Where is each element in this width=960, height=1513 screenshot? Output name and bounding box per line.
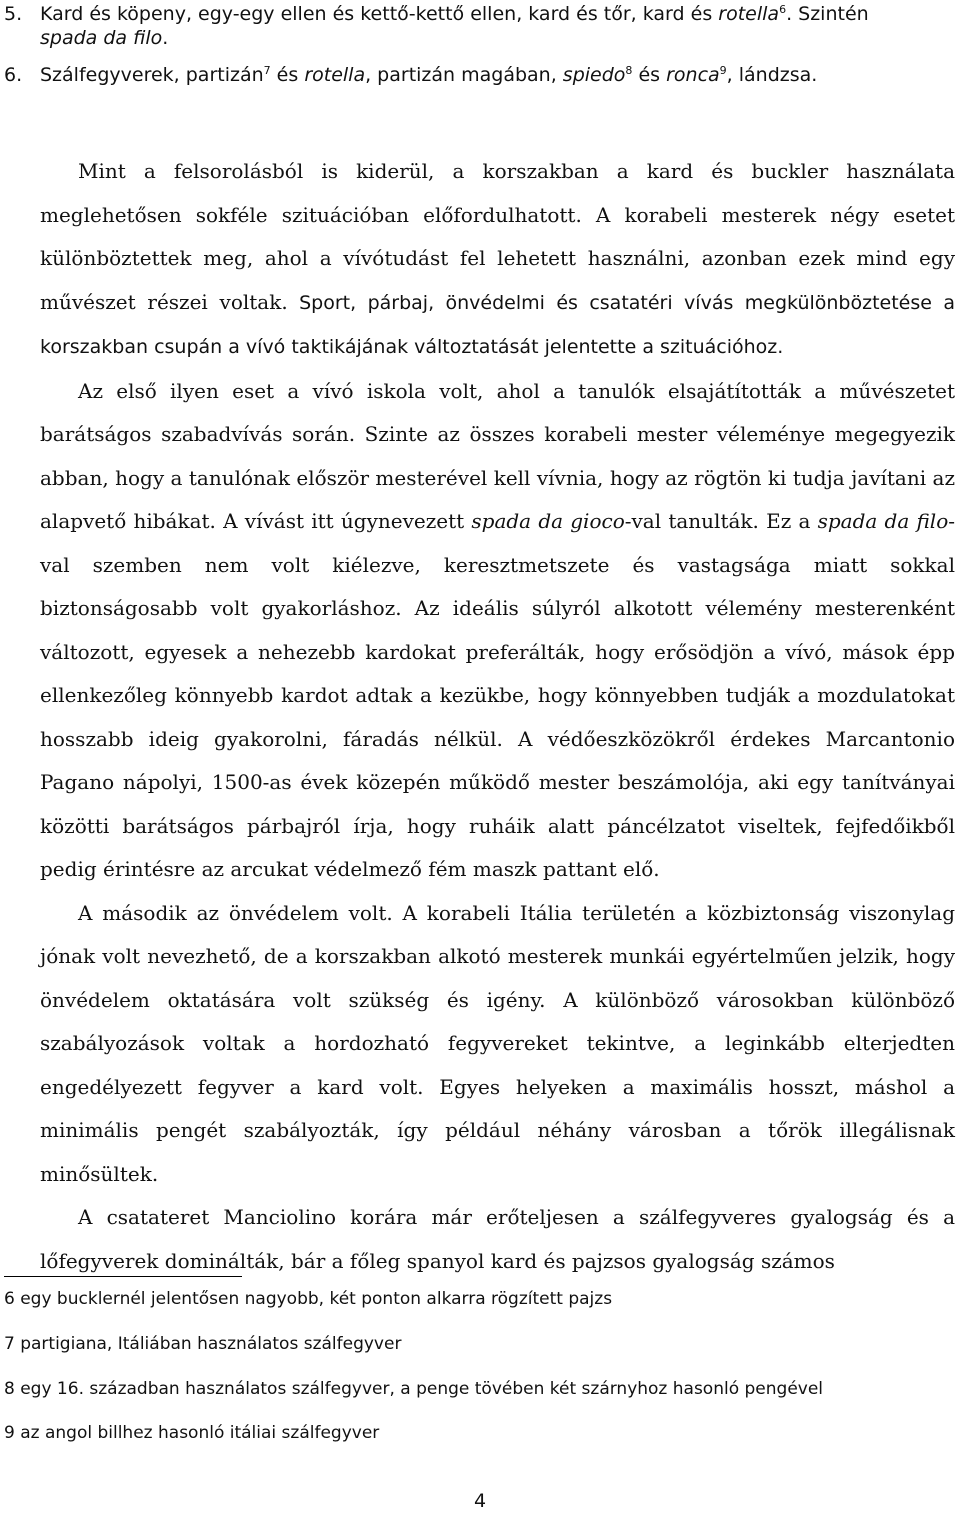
paragraph-text: -val tanulták. Ez a	[624, 509, 818, 533]
paragraph-battlefield: A csatateret Manciolino korára már erőteljesen a szálfegyveres gyalogság és a lőfegyverek dominálták, bár a főleg spanyol kard és pajzsos gyalogság számos	[40, 1205, 955, 1273]
list-text: Kard és köpeny, egy-egy ellen és kettő-kettő ellen, kard és tőr, kard és	[40, 3, 719, 25]
list-item	[4, 63, 954, 87]
list-text: és	[632, 64, 667, 86]
italic-term: spiedo	[562, 64, 626, 86]
footnote: 8 egy 16. században használatos szálfegyver, a penge tövében két szárnyhoz hasonló pengével	[4, 1379, 824, 1399]
list-number: 5.	[4, 3, 23, 25]
list-text: . Szintén	[786, 3, 869, 25]
italic-term: rotella	[718, 3, 780, 25]
paragraph-text: Mint a felsorolásból is kiderül, a korszakban a kard és buckler használata meglehetősen sokféle szituációban előfordulhatott. A korabeli mesterek négy esetet különböztettek meg, ahol a vívótudást fel lehetett használni, azonban ezek mind egy művészet részei voltak.	[40, 159, 955, 314]
italic-term: spada da gioco	[471, 509, 625, 533]
footnote: 6 egy bucklernél jelentősen nagyobb, két ponton alkarra rögzített pajzs	[4, 1289, 613, 1309]
page-number: 4	[473, 1490, 487, 1512]
footnote: 7 partigiana, Itáliában használatos szálfegyver	[4, 1334, 402, 1354]
body-text	[40, 150, 955, 1283]
footnote: 9 az angol billhez hasonló itáliai szálfegyver	[4, 1423, 380, 1443]
paragraph-intro	[40, 150, 955, 370]
weapon-list	[4, 2, 954, 87]
list-text: és	[270, 64, 305, 86]
italic-term: spada da filo	[40, 27, 163, 49]
footnote-separator	[4, 1276, 242, 1277]
footnote-ref[interactable]: 9	[719, 64, 727, 77]
paragraph-text: Sport, párbaj, önvédelmi és csatatéri vívás megkülönböztetése a korszakban csupán a vívó taktikájának változtatását jelentette a szituációhoz.	[40, 291, 955, 358]
list-item	[4, 2, 954, 50]
paragraph-self-defense: A második az önvédelem volt. A korabeli Itália területén a közbiztonság viszonylag jónak volt nevezhető, de a korszakban alkotó mesterek munkái egyértelműen jelzik, hogy önvédelem oktatására volt szükség és igény. A különböző városokban különböző szabályozások voltak a hordozható fegyvereket tekintve, a leginkább elterjedten engedélyezett fegyver a kard volt. Egyes helyeken a maximális hosszt, máshol a minimális pengét szabályozták, így például néhány városban a tőrök illegálisnak minősültek.	[40, 900, 955, 1186]
italic-term: rotella	[304, 64, 366, 86]
list-number: 6.	[4, 64, 23, 86]
footnote-ref[interactable]: 6	[779, 3, 787, 16]
paragraph-text: -val szemben nem volt kiélezve, keresztmetszete és vastagsága miatt sokkal biztonságosabb volt gyakorláshoz. Az ideális súlyról alkotott vélemény mesterenként változott, egyesek a nehezebb kardokat preferálták, hogy erősödjön a vívó, mások épp ellenkezőleg könnyebb kardot adtak a kezükbe, hogy könnyebben tudják a mozdulatokat hosszabb ideig gyakorolni, fáradás nélkül. A védőeszközökről érdekes Marcantonio Pagano nápolyi, 1500-as évek közepén működő mester beszámolója, aki egy tanítványai közötti barátságos párbajról írja, hogy ruháik alatt páncélzatot viseltek, fejfedőikből pedig érintésre az arcukat védelmező fém maszk pattant elő.	[40, 509, 956, 881]
list-text: , lándzsa.	[726, 64, 818, 86]
paragraph-text: Az első ilyen eset a vívó iskola volt, ahol a tanulók elsajátították a művészetet barátságos szabadvívás során. Szinte az összes korabeli mester véleménye megegyezik abban, hogy a tanulónak először mesterével kell vívnia, hogy az rögtön ki tudja javítani az alapvető hibákat. A vívást itt úgynevezett	[40, 378, 955, 533]
paragraph-school	[40, 370, 955, 892]
list-text: , partizán magában,	[365, 64, 563, 86]
italic-term: spada da filo	[817, 509, 949, 533]
list-text: .	[162, 27, 169, 49]
footnote-ref[interactable]: 8	[625, 64, 633, 77]
italic-term: ronca	[666, 64, 720, 86]
list-text: Szálfegyverek, partizán	[40, 64, 264, 86]
list-continuation	[4, 26, 954, 50]
footnote-ref[interactable]: 7	[263, 64, 271, 77]
